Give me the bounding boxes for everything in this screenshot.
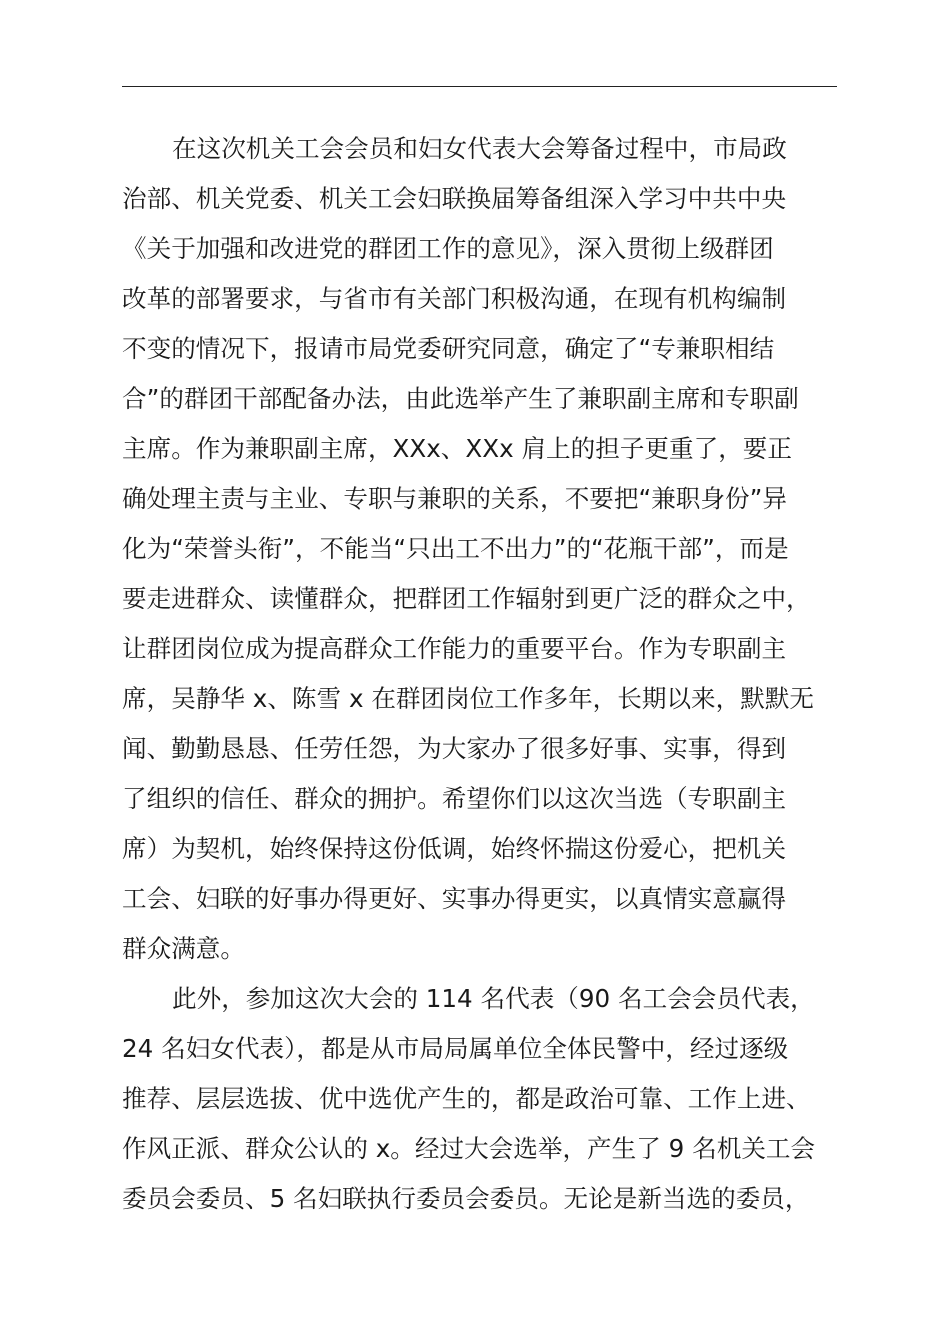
- header-rule: [122, 86, 837, 87]
- text-line: 委员会委员、5 名妇联执行委员会委员。无论是新当选的委员，: [122, 1184, 810, 1213]
- text-line: 席）为契机，始终保持这份低调，始终怀揣这份爱心，把机关: [122, 834, 787, 863]
- text-line: 不变的情况下，报请市局党委研究同意，确定了“专兼职相结: [122, 334, 775, 363]
- text-line: 席，吴静华 x、陈雪 x 在群团岗位工作多年，长期以来，默默无: [122, 684, 815, 713]
- text-line: 化为“荣誉头衔”，不能当“只出工不出力”的“花瓶干部”，而是: [122, 534, 789, 563]
- text-line: 工会、妇联的好事办得更好、实事办得更实，以真情实意赢得: [122, 884, 787, 913]
- text-line: 此外，参加这次大会的 114 名代表（90 名工会会员代表，: [172, 984, 815, 1013]
- text-line: 了组织的信任、群众的拥护。希望你们以这次当选（专职副主: [122, 784, 787, 813]
- text-line: 作风正派、群众公认的 x。经过大会选举，产生了 9 名机关工会: [122, 1134, 816, 1163]
- text-line: 确处理主责与主业、专职与兼职的关系，不要把“兼职身份”异: [122, 484, 787, 513]
- text-line: 改革的部署要求，与省市有关部门积极沟通，在现有机构编制: [122, 284, 787, 313]
- text-line: 主席。作为兼职副主席，XXx、XXx 肩上的担子更重了，要正: [122, 434, 792, 463]
- text-line: 治部、机关党委、机关工会妇联换届筹备组深入学习中共中央: [122, 184, 787, 213]
- text-line: 《关于加强和改进党的群团工作的意见》，深入贯彻上级群团: [122, 234, 774, 263]
- text-line: 闻、勤勤恳恳、任劳任怨，为大家办了很多好事、实事，得到: [122, 734, 787, 763]
- text-line: 要走进群众、读懂群众，把群团工作辐射到更广泛的群众之中，: [122, 584, 811, 613]
- text-line: 在这次机关工会会员和妇女代表大会筹备过程中，市局政: [172, 134, 787, 163]
- text-line: 推荐、层层选拔、优中选优产生的，都是政治可靠、工作上进、: [122, 1084, 811, 1113]
- text-line: 群众满意。: [122, 934, 245, 963]
- body-text: [122, 124, 872, 1224]
- text-line: 24 名妇女代表），都是从市局局属单位全体民警中，经过逐级: [122, 1034, 789, 1063]
- text-line: 让群团岗位成为提高群众工作能力的重要平台。作为专职副主: [122, 634, 787, 663]
- text-line: 合”的群团干部配备办法，由此选举产生了兼职副主席和专职副: [122, 384, 799, 413]
